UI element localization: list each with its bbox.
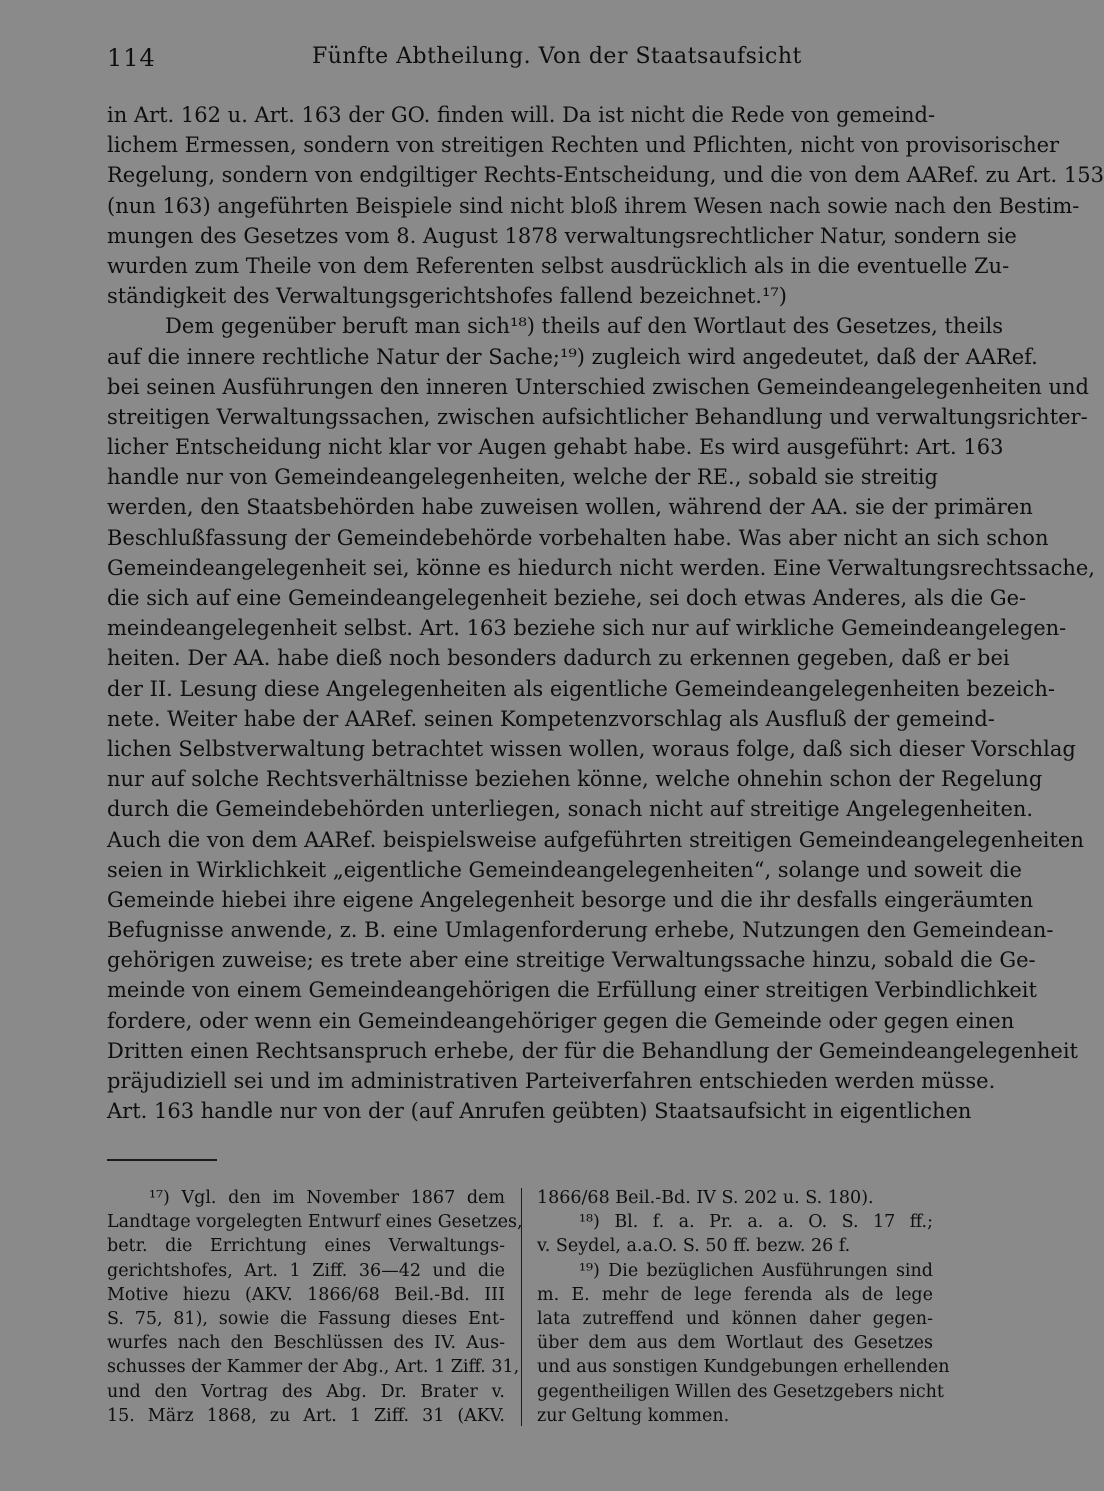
body-line: wurden zum Theile von dem Referenten selbst ausdrücklich als in die eventuelle Zu-: [107, 253, 1010, 278]
body-line: durch die Gemeindebehörden unterliegen, sonach nicht auf streitige Angelegenheiten.: [107, 797, 1034, 822]
footnote-line: betr. die Errichtung eines Verwaltungs-: [107, 1236, 505, 1257]
body-line: Art. 163 handle nur von der (auf Anrufen geübten) Staatsaufsicht in eigentlichen: [107, 1099, 972, 1124]
footnote-line: ¹⁸) Bl. f. a. Pr. a. a. O. S. 17 ff.;: [579, 1212, 933, 1233]
body-line: (nun 163) angeführten Beispiele sind nicht bloß ihrem Wesen nach sowie nach den Bestim-: [107, 193, 1080, 218]
running-title: Fünfte Abtheilung. Von der Staatsaufsicht: [312, 44, 802, 69]
footnote-separator: [107, 1159, 217, 1161]
body-line: lichen Selbstverwaltung betrachtet wissen wollen, woraus folge, daß sich dieser Vorschlag: [107, 736, 1076, 761]
body-line: Gemeindeangelegenheit sei, könne es hiedurch nicht werden. Eine Verwaltungsrechtssache,: [107, 555, 1095, 580]
body-line: Dritten einen Rechtsanspruch erhebe, der für die Behandlung der Gemeindeangelegenheit: [107, 1038, 1078, 1063]
body-text: [107, 100, 1104, 1126]
page-header: [107, 44, 933, 78]
body-line: licher Entscheidung nicht klar vor Augen gehabt habe. Es wird ausgeführt: Art. 163: [107, 435, 1004, 460]
body-line: fordere, oder wenn ein Gemeindeangehöriger gegen die Gemeinde oder gegen einen: [107, 1008, 1015, 1033]
body-line: in Art. 162 u. Art. 163 der GO. finden will. Da ist nicht die Rede von gemeind-: [107, 103, 936, 127]
body-line: meinde von einem Gemeindeangehörigen die Erfüllung einer streitigen Verbindlichkeit: [107, 978, 1037, 1003]
body-line: lichem Ermessen, sondern von streitigen Rechten und Pflichten, nicht von provisorischer: [107, 133, 1060, 158]
body-line: werden, den Staatsbehörden habe zuweisen wollen, während der AA. sie der primären: [107, 495, 1033, 520]
body-line: gehörigen zuweise; es trete aber eine streitige Verwaltungssache hinzu, sobald die Ge-: [107, 948, 1036, 973]
body-line: Auch die von dem AARef. beispielsweise aufgeführten streitigen Gemeindeangelegenheiten: [107, 827, 1084, 852]
body-line: Gemeinde hiebei ihre eigene Angelegenheit besorge und die ihr desfalls eingeräumten: [107, 887, 1034, 912]
footnote-line: 1866/68 Beil.-Bd. IV S. 202 u. S. 180).: [537, 1188, 874, 1208]
footnote-line: S. 75, 81), sowie die Fassung dieses Ent-: [107, 1308, 505, 1329]
body-line: der II. Lesung diese Angelegenheiten als eigentliche Gemeindeangelegenheiten bezeich-: [107, 676, 1055, 701]
footnote-column-left: [107, 1186, 523, 1428]
footnote-line: ¹⁷) Vgl. den im November 1867 dem: [149, 1188, 505, 1208]
page-number: 114: [107, 44, 156, 72]
body-line: präjudiziell sei und im administrativen Parteiverfahren entschieden werden müsse.: [107, 1069, 996, 1093]
body-line: Befugnisse anwende, z. B. eine Umlagenforderung erhebe, Nutzungen den Gemeindean-: [107, 918, 1054, 943]
footnote-line: und aus sonstigen Kundgebungen erhellenden: [537, 1357, 950, 1378]
footnote-line: und den Vortrag des Abg. Dr. Brater v.: [107, 1381, 505, 1402]
body-line: bei seinen Ausführungen den inneren Unterschied zwischen Gemeindeangelegenheiten und: [107, 374, 1089, 399]
footnote-line: über dem aus dem Wortlaut des Gesetzes: [537, 1333, 933, 1354]
body-line: Dem gegenüber beruft man sich¹⁸) theils auf den Wortlaut des Gesetzes, theils: [165, 314, 1004, 339]
column-divider: [521, 1188, 522, 1426]
footnote-line: zur Geltung kommen.: [537, 1405, 730, 1426]
body-line: meindeangelegenheit selbst. Art. 163 beziehe sich nur auf wirkliche Gemeindeangelegen-: [107, 616, 1067, 641]
body-line: ständigkeit des Verwaltungsgerichtshofes fallend bezeichnet.¹⁷): [107, 284, 787, 309]
footnote-column-right: [537, 1186, 950, 1428]
footnote-line: wurfes nach den Beschlüssen des IV. Aus-: [107, 1333, 505, 1354]
footnote-line: gegentheiligen Willen des Gesetzgebers nicht: [537, 1381, 944, 1402]
body-line: heiten. Der AA. habe dieß noch besonders dadurch zu erkennen gegeben, daß er bei: [107, 646, 1010, 671]
footnotes: [107, 1186, 950, 1436]
footnote-line: 15. März 1868, zu Art. 1 Ziff. 31 (AKV.: [107, 1405, 505, 1426]
body-line: seien in Wirklichkeit „eigentliche Gemeindeangelegenheiten“, solange und soweit die: [107, 857, 1022, 882]
body-line: Beschlußfassung der Gemeindebehörde vorbehalten habe. Was aber nicht an sich schon: [107, 525, 1049, 550]
footnote-line: m. E. mehr de lege ferenda als de lege: [537, 1284, 933, 1305]
footnote-line: schusses der Kammer der Abg., Art. 1 Ziff. 31,: [107, 1357, 520, 1378]
body-line: nur auf solche Rechtsverhältnisse beziehen könne, welche ohnehin schon der Regelung: [107, 767, 1043, 792]
body-line: nete. Weiter habe der AARef. seinen Kompetenzvorschlag als Ausfluß der gemeind-: [107, 706, 995, 731]
body-line: Regelung, sondern von endgiltiger Rechts-Entscheidung, und die von dem AARef. zu Art. 153: [107, 163, 1104, 188]
footnote-line: lata zutreffend und können daher gegen-: [537, 1308, 933, 1329]
body-line: handle nur von Gemeindeangelegenheiten, welche der RE., sobald sie streitig: [107, 465, 938, 490]
body-line: streitigen Verwaltungssachen, zwischen aufsichtlicher Behandlung und verwaltungsrichter-: [107, 404, 1088, 429]
footnote-line: ¹⁹) Die bezüglichen Ausführungen sind: [579, 1260, 933, 1281]
footnote-line: v. Seydel, a.a.O. S. 50 ff. bezw. 26 f.: [537, 1236, 851, 1257]
footnote-line: Landtage vorgelegten Entwurf eines Gesetzes,: [107, 1212, 523, 1233]
footnote-line: gerichtshofes, Art. 1 Ziff. 36—42 und die: [107, 1260, 505, 1281]
body-line: die sich auf eine Gemeindeangelegenheit beziehe, sei doch etwas Anderes, als die Ge-: [107, 586, 1027, 610]
body-line: mungen des Gesetzes vom 8. August 1878 verwaltungsrechtlicher Natur, sondern sie: [107, 223, 1017, 248]
body-line: auf die innere rechtliche Natur der Sache;¹⁹) zugleich wird angedeutet, daß der AARef.: [107, 344, 1038, 369]
footnote-line: Motive hiezu (AKV. 1866/68 Beil.-Bd. III: [107, 1284, 505, 1305]
